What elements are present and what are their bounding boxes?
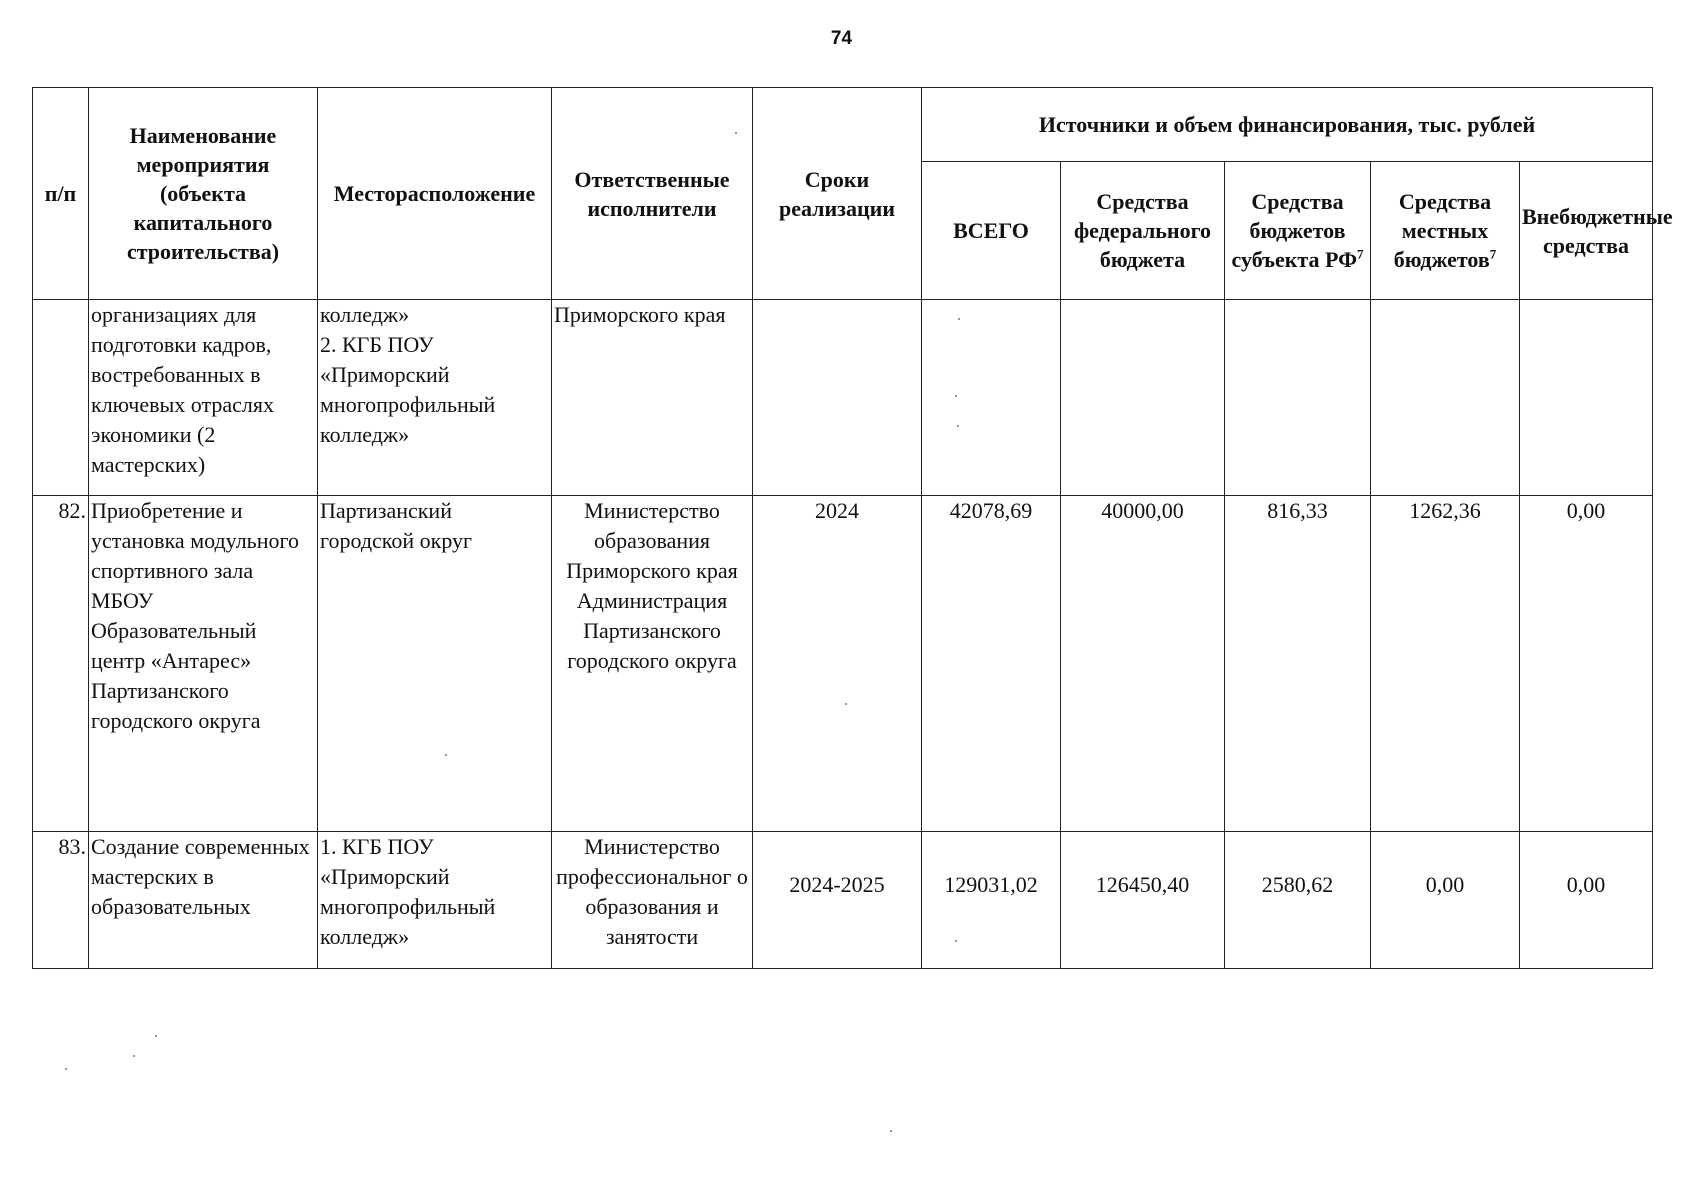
row-location: колледж» 2. КГБ ПОУ «Приморский многопрофильный колледж»	[318, 300, 552, 496]
row-extra: 0,00	[1520, 496, 1653, 832]
row-num: 82.	[33, 496, 89, 832]
scan-speck	[957, 425, 959, 427]
header-federal: Средства федерального бюджета	[1061, 162, 1225, 300]
header-local-label: Средства местных бюджетов	[1393, 189, 1492, 272]
header-finance-group: Источники и объем финансирования, тыс. рублей	[922, 88, 1653, 162]
header-subject-label: Средства бюджетов субъекта РФ	[1231, 189, 1357, 272]
header-name: Наименование мероприятия (объекта капитального строительства)	[89, 88, 318, 300]
header-num: п/п	[33, 88, 89, 300]
page-number: 74	[830, 28, 853, 49]
row-location: Партизанский городской округ	[318, 496, 552, 832]
row-subject: 816,33	[1225, 496, 1371, 832]
row-responsible: Приморского края	[552, 300, 753, 496]
header-local-footnote: 7	[1489, 246, 1497, 262]
table-row	[33, 832, 1653, 969]
row-responsible: Министерство образования Приморского края Администрация Партизанского городского округа	[552, 496, 753, 832]
header-local	[1371, 162, 1520, 300]
row-federal: 126450,40	[1061, 832, 1225, 969]
header-subject	[1225, 162, 1371, 300]
row-name: Создание современных мастерских в образовательных	[89, 832, 318, 969]
row-subject	[1225, 300, 1371, 496]
table-row	[33, 496, 1653, 832]
scan-speck	[65, 1068, 67, 1070]
scan-speck	[845, 703, 847, 705]
financing-table	[32, 87, 1673, 969]
row-terms	[753, 300, 922, 496]
row-total: 129031,02	[922, 832, 1061, 969]
row-name: Приобретение и установка модульного спортивного зала МБОУ Образовательный центр «Антарес» Партизанского городского округа	[89, 496, 318, 832]
scan-speck	[133, 1055, 135, 1057]
row-num	[33, 300, 89, 496]
header-location: Месторасположение	[318, 88, 552, 300]
row-total: 42078,69	[922, 496, 1061, 832]
header-responsible: Ответственные исполнители	[552, 88, 753, 300]
header-extra: Внебюджетные средства	[1520, 162, 1653, 300]
row-responsible: Министерство профессиональног о образования и занятости	[552, 832, 753, 969]
row-terms: 2024-2025	[753, 832, 922, 969]
scan-speck	[958, 318, 960, 320]
row-name: организациях для подготовки кадров, востребованных в ключевых отраслях экономики (2 мастерских)	[89, 300, 318, 496]
row-location: 1. КГБ ПОУ «Приморский многопрофильный колледж»	[318, 832, 552, 969]
header-total: ВСЕГО	[922, 162, 1061, 300]
table-row	[33, 300, 1653, 496]
row-extra: 0,00	[1520, 832, 1653, 969]
scan-speck	[890, 1130, 892, 1132]
row-total	[922, 300, 1061, 496]
row-terms: 2024	[753, 496, 922, 832]
row-local: 0,00	[1371, 832, 1520, 969]
row-federal	[1061, 300, 1225, 496]
row-num: 83.	[33, 832, 89, 969]
scan-speck	[445, 754, 447, 756]
header-row	[33, 88, 1653, 162]
scan-speck	[735, 132, 737, 134]
row-subject: 2580,62	[1225, 832, 1371, 969]
scan-speck	[955, 940, 957, 942]
scan-speck	[155, 1035, 157, 1037]
row-extra	[1520, 300, 1653, 496]
row-local	[1371, 300, 1520, 496]
header-subject-footnote: 7	[1356, 246, 1364, 262]
row-local: 1262,36	[1371, 496, 1520, 832]
header-terms: Сроки реализации	[753, 88, 922, 300]
row-federal: 40000,00	[1061, 496, 1225, 832]
scan-speck	[955, 395, 957, 397]
